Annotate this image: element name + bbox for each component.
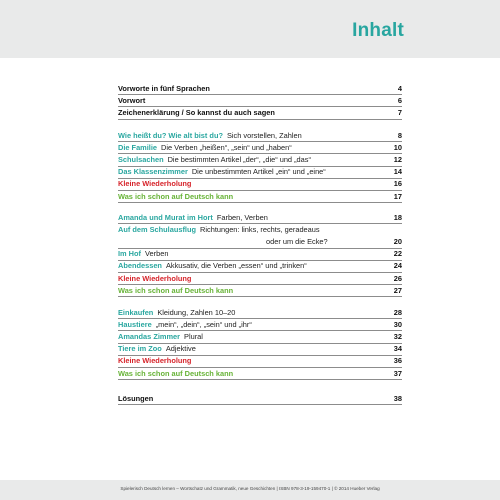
- toc-entry: [118, 130, 402, 141]
- toc-divider: [118, 379, 402, 380]
- toc-entry: [118, 307, 402, 318]
- toc-entry: [118, 343, 402, 354]
- toc-entry-page: 20: [393, 237, 402, 247]
- toc-entry-title: Die Familie: [118, 143, 158, 153]
- toc-entry-title: Vorworte in fünf Sprachen: [118, 84, 210, 93]
- toc-entry-page: 26: [393, 273, 402, 283]
- toc-entry-title: Was ich schon auf Deutsch kann: [118, 368, 234, 378]
- toc-entry-continuation: [266, 236, 402, 247]
- toc-entry-page: 24: [393, 261, 402, 271]
- toc-entry-title: Kleine Wiederholung: [118, 273, 192, 283]
- toc-entry-page: 37: [393, 368, 402, 378]
- toc-entry-description: Sich vorstellen, Zahlen: [226, 131, 302, 140]
- toc-entry-page: 36: [393, 356, 402, 366]
- toc-entry-title: Einkaufen: [118, 308, 154, 317]
- toc-divider: [118, 119, 402, 120]
- toc-divider: [118, 296, 402, 297]
- toc-entry: [118, 191, 402, 202]
- toc-entry-title: Vorwort: [118, 96, 146, 106]
- toc-entry-page: 12: [393, 155, 402, 165]
- toc-entry: [118, 142, 402, 153]
- toc-divider: [118, 153, 402, 154]
- footer-text: Spielerisch Deutsch lernen – Wortschatz und Grammatik, neue Geschichten | ISBN 978-3-19-159470-1 | © 2014 Hueber Verlag: [120, 486, 380, 491]
- toc-entry: [118, 393, 402, 404]
- toc-entry-page: 4: [397, 84, 402, 93]
- toc-entry-page: 18: [393, 213, 402, 222]
- header-band: [0, 0, 500, 58]
- toc-entry-page: 8: [397, 131, 402, 140]
- toc-divider: [118, 260, 402, 261]
- toc-entry-page: 7: [397, 108, 402, 118]
- toc-entry-description: Adjektive: [165, 344, 196, 354]
- toc-divider: [118, 284, 402, 285]
- toc-entry-title: Kleine Wiederholung: [118, 179, 192, 189]
- toc-divider: [118, 94, 402, 95]
- toc-entry-description: oder um die Ecke?: [266, 237, 328, 247]
- toc-entry: [118, 285, 402, 296]
- toc-divider: [118, 330, 402, 331]
- toc-divider: [118, 141, 402, 142]
- toc-divider: [118, 190, 402, 191]
- toc-entry-description: Akkusativ, die Verben „essen“ und „trinken“: [165, 261, 307, 271]
- toc-entry-title: Schulsachen: [118, 155, 164, 165]
- toc-divider: [118, 355, 402, 356]
- toc-entry-description: Die Verben „heißen“, „sein“ und „haben“: [161, 143, 292, 153]
- toc-divider: [118, 318, 402, 319]
- toc-entry-page: 32: [393, 332, 402, 342]
- toc-entry-description: Die unbestimmten Artikel „ein“ und „eine“: [191, 167, 326, 177]
- toc-entry-title: Abendessen: [118, 261, 162, 271]
- toc-entry-page: 30: [393, 320, 402, 330]
- toc-entry-description: „mein“, „dein“, „sein“ und „ihr“: [155, 320, 252, 330]
- toc-entry-description: Plural: [184, 332, 203, 342]
- toc-divider: [118, 343, 402, 344]
- toc-entry-page: 14: [393, 167, 402, 177]
- toc-divider: [118, 404, 402, 405]
- toc-entry-description: Farben, Verben: [216, 213, 268, 222]
- toc-divider: [118, 106, 402, 107]
- toc-entry: [118, 319, 402, 330]
- toc-divider: [118, 272, 402, 273]
- toc-entry: [118, 331, 402, 342]
- toc-entry-page: 16: [393, 179, 402, 189]
- toc-entry-title: Auf dem Schulausflug: [118, 225, 197, 235]
- toc-entry: [118, 212, 402, 223]
- page-title: Inhalt: [352, 20, 404, 41]
- toc-divider: [118, 202, 402, 203]
- toc-entry-page: 6: [397, 96, 402, 106]
- toc-entry-title: Haustiere: [118, 320, 152, 330]
- toc-entry: [118, 95, 402, 106]
- toc-entry-title: Lösungen: [118, 394, 154, 403]
- toc-entry: [118, 154, 402, 165]
- toc-entry: [118, 368, 402, 379]
- toc-entry: [118, 178, 402, 189]
- toc-entry-title: Amanda und Murat im Hort: [118, 213, 213, 222]
- toc-entry: [118, 273, 402, 284]
- toc-entry-title: Tiere im Zoo: [118, 344, 162, 354]
- toc-entry: [118, 224, 402, 235]
- toc-divider: [118, 178, 402, 179]
- toc-entry-page: 17: [393, 191, 402, 201]
- toc-entry-title: Amandas Zimmer: [118, 332, 181, 342]
- toc-entry-title: Was ich schon auf Deutsch kann: [118, 191, 234, 201]
- toc-entry-title: Kleine Wiederholung: [118, 356, 192, 366]
- toc-entry-title: Im Hof: [118, 249, 141, 259]
- toc-divider: [118, 367, 402, 368]
- toc-entry-description: Kleidung, Zahlen 10–20: [157, 308, 236, 317]
- toc-entry-title: Zeichenerklärung / So kannst du auch sagen: [118, 108, 275, 118]
- toc-entry: [118, 248, 402, 259]
- toc-entry-title: Das Klassenzimmer: [118, 167, 188, 177]
- toc-entry-title: Wie heißt du? Wie alt bist du?: [118, 131, 223, 140]
- toc-entry: [118, 166, 402, 177]
- toc-entry-title: Was ich schon auf Deutsch kann: [118, 285, 234, 295]
- toc-entry-page: 34: [393, 344, 402, 354]
- toc-entry-page: 27: [393, 285, 402, 295]
- toc-entry-page: 38: [393, 394, 402, 403]
- toc-divider: [118, 223, 402, 224]
- toc-divider: [118, 166, 402, 167]
- toc-entry-page: 28: [393, 308, 402, 317]
- toc-entry: [118, 107, 402, 118]
- toc-entry-description: Verben: [145, 249, 169, 259]
- toc-entry-description: Die bestimmten Artikel „der“, „die“ und „das“: [167, 155, 311, 165]
- toc-entry-description: Richtungen: links, rechts, geradeaus: [200, 225, 320, 235]
- toc-entry-page: 10: [393, 143, 402, 153]
- toc-entry: [118, 355, 402, 366]
- toc-entry-page: 22: [393, 249, 402, 259]
- toc-entry: [118, 260, 402, 271]
- toc-divider: [118, 248, 402, 249]
- toc-entry: [118, 83, 402, 94]
